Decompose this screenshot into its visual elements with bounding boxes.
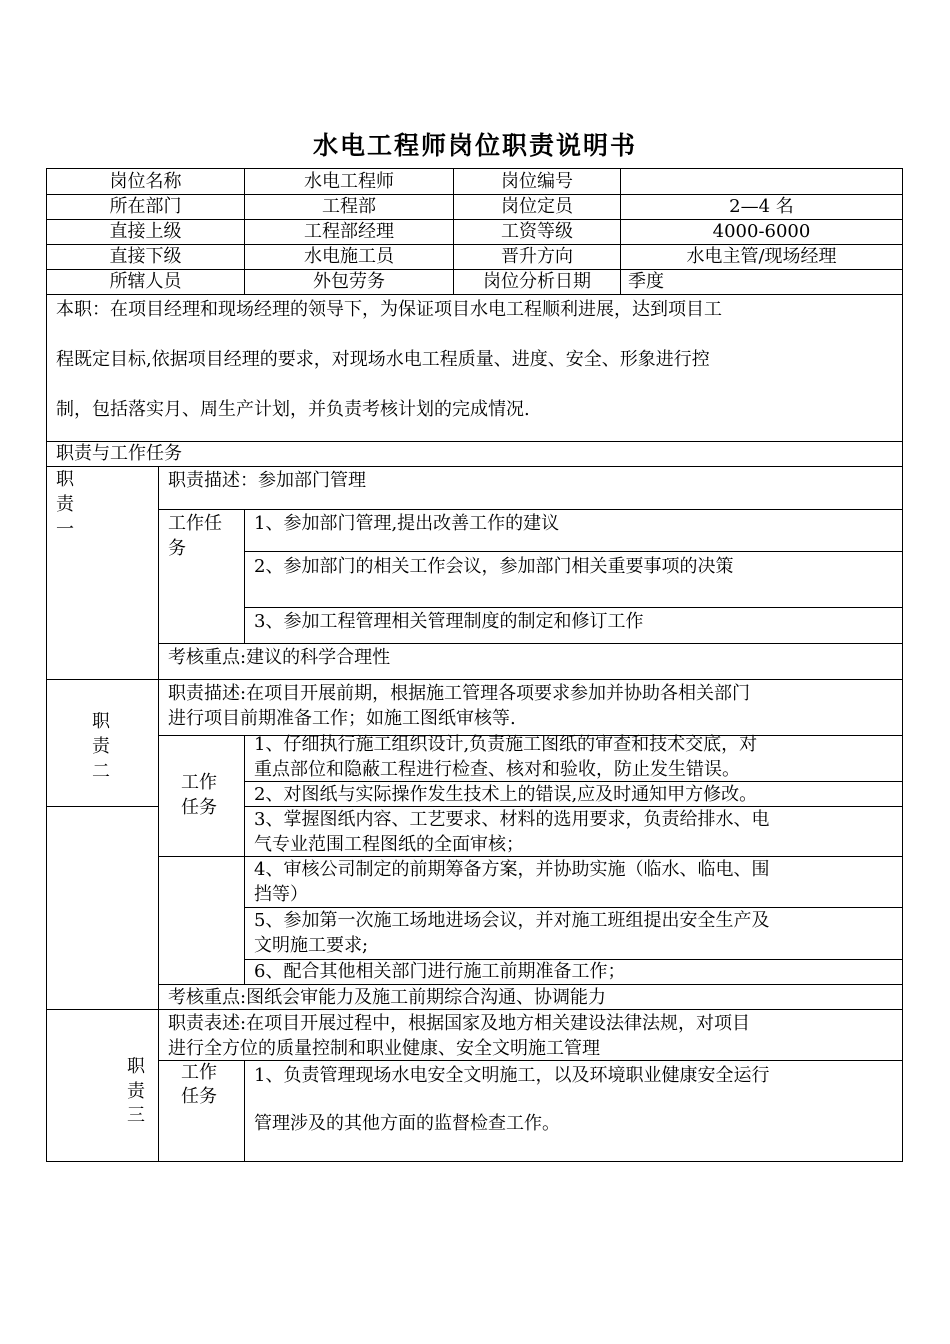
duty-three-task-label-2: 任务 [181, 1086, 217, 1107]
duty-two-task-2: 2、对图纸与实际操作发生技术上的错误,应及时通知甲方修改。 [254, 784, 758, 805]
duty-two-label-1: 职 [92, 711, 110, 732]
duty-two-description-1: 职责描述:在项目开展前期，根据施工管理各项要求参加并协助各相关部门 [168, 683, 751, 704]
duty-one-label-1: 职 [56, 469, 74, 490]
duty-three-task-1a: 1、负责管理现场水电安全文明施工，以及环境职业健康安全运行 [254, 1065, 770, 1086]
duty-two-task-1b: 重点部位和隐蔽工程进行检查、核对和验收，防止发生错误。 [254, 759, 740, 780]
duty-one-task-1: 1、参加部门管理,提出改善工作的建议 [254, 513, 560, 534]
duty-two-description-2: 进行项目前期准备工作；如施工图纸审核等. [168, 708, 516, 729]
label-headcount: 岗位定员 [501, 196, 573, 217]
duty-three-description-1: 职责表述:在项目开展过程中，根据国家及地方相关建设法律法规，对项目 [168, 1013, 751, 1034]
value-staff: 外包劳务 [313, 271, 385, 292]
duty-two-task-3b: 气专业范围工程图纸的全面审核； [254, 834, 524, 855]
duty-three-description-2: 进行全方位的质量控制和职业健康、安全文明施工管理 [168, 1038, 600, 1059]
duty-two-task-5a: 5、参加第一次施工场地进场会议，并对施工班组提出安全生产及 [254, 910, 770, 931]
duty-two-task-label-2: 任务 [181, 797, 217, 818]
value-position-name: 水电工程师 [304, 171, 394, 192]
value-promotion: 水电主管/现场经理 [686, 246, 837, 267]
duty-two-task-4a: 4、审核公司制定的前期筹备方案，并协助实施（临水、临电、围 [254, 859, 770, 880]
duty-two-task-1a: 1、仔细执行施工组织设计,负责施工图纸的审查和技术交底，对 [254, 734, 758, 755]
duty-two-task-6: 6、配合其他相关部门进行施工前期准备工作； [254, 961, 626, 982]
summary-line-3: 制，包括落实月、周生产计划，并负责考核计划的完成情况. [56, 399, 530, 420]
duty-one-focus: 考核重点:建议的科学合理性 [168, 647, 391, 668]
label-subordinate: 直接下级 [109, 246, 182, 267]
label-position-name: 岗位名称 [109, 171, 182, 192]
duty-two-task-4b: 挡等） [254, 884, 308, 905]
duty-three-label-2: 责 [127, 1081, 145, 1102]
duty-one-task-3: 3、参加工程管理相关管理制度的制定和修订工作 [254, 611, 644, 632]
duty-three-label-3: 三 [127, 1105, 145, 1126]
duty-three-task-label-1: 工作 [181, 1062, 217, 1083]
document-title: 水电工程师岗位职责说明书 [312, 131, 637, 160]
duty-one-label-2: 责 [56, 494, 74, 515]
duty-three-task-1b: 管理涉及的其他方面的监督检查工作。 [254, 1113, 560, 1134]
section-title: 职责与工作任务 [56, 443, 182, 464]
duty-one-label-3: 一 [56, 519, 74, 540]
duty-two-task-label-1: 工作 [181, 772, 217, 793]
duty-one-task-label-1: 工作任 [168, 513, 222, 534]
duty-two-task-3a: 3、掌握图纸内容、工艺要求、材料的选用要求，负责给排水、电 [254, 809, 770, 830]
label-position-number: 岗位编号 [501, 171, 573, 192]
label-salary-grade: 工资等级 [501, 221, 573, 242]
value-superior: 工程部经理 [304, 221, 394, 242]
label-department: 所在部门 [109, 196, 182, 217]
duty-two-label-2: 责 [92, 736, 110, 757]
label-analysis-date: 岗位分析日期 [483, 271, 591, 292]
label-promotion: 晋升方向 [501, 246, 573, 267]
duty-two-task-5b: 文明施工要求; [254, 935, 369, 956]
value-analysis-date: 季度 [628, 271, 664, 292]
label-staff: 所辖人员 [109, 271, 182, 292]
summary-line-2: 程既定目标,依据项目经理的要求，对现场水电工程质量、进度、安全、形象进行控 [56, 349, 710, 370]
duty-one-task-label-2: 务 [168, 538, 186, 559]
duty-one-task-2: 2、参加部门的相关工作会议，参加部门相关重要事项的决策 [254, 556, 734, 577]
value-department: 工程部 [322, 196, 376, 217]
duty-one-description: 职责描述：参加部门管理 [168, 470, 366, 491]
duty-three-label-1: 职 [127, 1056, 145, 1077]
duty-two-focus: 考核重点:图纸会审能力及施工前期综合沟通、协调能力 [168, 987, 607, 1008]
summary-line-1: 本职：在项目经理和现场经理的领导下，为保证项目水电工程顺利进展，达到项目工 [56, 299, 722, 320]
value-subordinate: 水电施工员 [304, 246, 394, 267]
value-salary-grade: 4000-6000 [712, 221, 811, 242]
label-superior: 直接上级 [109, 221, 182, 242]
value-headcount: 2—4 名 [729, 196, 794, 217]
duty-two-label-3: 二 [92, 761, 110, 782]
